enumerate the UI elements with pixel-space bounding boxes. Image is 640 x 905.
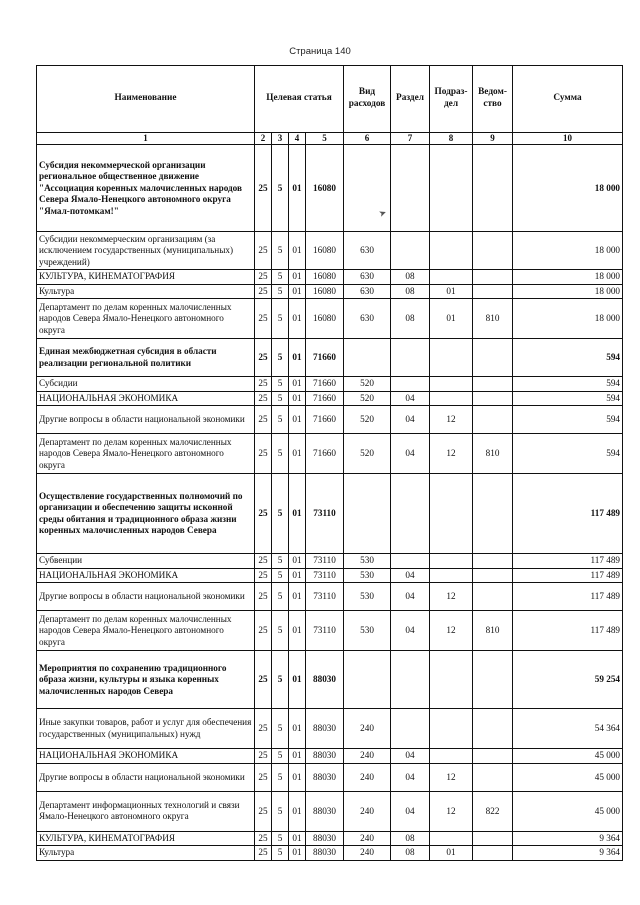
cell-sub: 01 — [430, 284, 473, 299]
cell-sub — [430, 377, 473, 392]
cell-d: 88030 — [306, 791, 344, 831]
cell-name: НАЦИОНАЛЬНАЯ ЭКОНОМИКА — [37, 391, 255, 406]
cell-name: Субсидии некоммерческим организациям (за исключением государственных (муниципальных) учреждений) — [37, 232, 255, 270]
colnum: 1 — [37, 133, 255, 145]
cell-a: 25 — [255, 406, 272, 434]
cell-d: 71660 — [306, 377, 344, 392]
cell-sec: 08 — [391, 270, 430, 285]
table-row — [37, 583, 623, 611]
cell-sec — [391, 651, 430, 709]
cell-a: 25 — [255, 434, 272, 474]
cell-b: 5 — [272, 709, 289, 749]
cell-name: Осуществление государственных полномочий по организации и обеспечению защиты исконной среды обитания и традиционного образа жизни коренных малочисленных народов Севера — [37, 474, 255, 554]
cell-a: 25 — [255, 474, 272, 554]
cell-sec: 04 — [391, 763, 430, 791]
cell-a: 25 — [255, 339, 272, 377]
colnum: 2 — [255, 133, 272, 145]
table-row — [37, 284, 623, 299]
cell-name: Департамент информационных технологий и связи Ямало-Ненецкого автономного округа — [37, 791, 255, 831]
cell-sub: 12 — [430, 791, 473, 831]
cell-b: 5 — [272, 377, 289, 392]
cell-b: 5 — [272, 406, 289, 434]
cell-b: 5 — [272, 434, 289, 474]
cell-sec: 04 — [391, 583, 430, 611]
cell-dept — [473, 554, 513, 569]
cell-dept — [473, 568, 513, 583]
budget-table — [36, 65, 623, 861]
cell-sub: 12 — [430, 406, 473, 434]
cell-name: Субсидии — [37, 377, 255, 392]
cell-sub — [430, 651, 473, 709]
cell-sub: 12 — [430, 763, 473, 791]
cell-c: 01 — [289, 434, 306, 474]
table-row — [37, 406, 623, 434]
cell-dept — [473, 406, 513, 434]
cell-a: 25 — [255, 568, 272, 583]
cell-b: 5 — [272, 299, 289, 339]
cell-dept — [473, 474, 513, 554]
cell-sec — [391, 145, 430, 232]
cell-name: КУЛЬТУРА, КИНЕМАТОГРАФИЯ — [37, 831, 255, 846]
cell-a: 25 — [255, 846, 272, 861]
column-numbers-row — [37, 133, 623, 145]
cell-sec — [391, 377, 430, 392]
table-row — [37, 554, 623, 569]
cell-sum: 594 — [513, 377, 623, 392]
cell-d: 16080 — [306, 145, 344, 232]
cell-name: Департамент по делам коренных малочисленных народов Севера Ямало-Ненецкого автономного округа — [37, 434, 255, 474]
cell-c: 01 — [289, 749, 306, 764]
cell-type: 530 — [344, 611, 391, 651]
cell-c: 01 — [289, 391, 306, 406]
table-row — [37, 145, 623, 232]
colnum: 9 — [473, 133, 513, 145]
cell-dept — [473, 232, 513, 270]
cell-name: Субвенции — [37, 554, 255, 569]
table-row — [37, 831, 623, 846]
cell-a: 25 — [255, 232, 272, 270]
cell-type: 630 — [344, 270, 391, 285]
cell-a: 25 — [255, 270, 272, 285]
cell-sum: 18 000 — [513, 284, 623, 299]
cell-d: 16080 — [306, 284, 344, 299]
cell-b: 5 — [272, 568, 289, 583]
cell-dept — [473, 270, 513, 285]
cell-type — [344, 651, 391, 709]
cell-dept — [473, 377, 513, 392]
cell-sub — [430, 145, 473, 232]
cell-sum: 117 489 — [513, 554, 623, 569]
scan-mark: ➤ — [377, 207, 388, 220]
cell-dept — [473, 709, 513, 749]
cell-c: 01 — [289, 709, 306, 749]
cell-c: 01 — [289, 846, 306, 861]
cell-b: 5 — [272, 554, 289, 569]
cell-b: 5 — [272, 791, 289, 831]
cell-type: 520 — [344, 377, 391, 392]
cell-name: Другие вопросы в области национальной экономики — [37, 583, 255, 611]
page-number: Страница 140 — [289, 46, 351, 57]
cell-type: 520 — [344, 406, 391, 434]
table-row — [37, 846, 623, 861]
table-row — [37, 568, 623, 583]
table-row — [37, 270, 623, 285]
cell-c: 01 — [289, 299, 306, 339]
cell-sub — [430, 749, 473, 764]
cell-b: 5 — [272, 763, 289, 791]
cell-name: КУЛЬТУРА, КИНЕМАТОГРАФИЯ — [37, 270, 255, 285]
cell-sub — [430, 709, 473, 749]
table-row — [37, 339, 623, 377]
cell-sub — [430, 339, 473, 377]
table-row — [37, 377, 623, 392]
cell-name: Субсидия некоммерческой организации региональное общественное движение "Ассоциация коренных малочисленных народов Севера Ямало-Ненецкого автономного округа "Ямал-потомкам!" — [37, 145, 255, 232]
cell-type: 630 — [344, 284, 391, 299]
cell-d: 71660 — [306, 434, 344, 474]
cell-dept — [473, 391, 513, 406]
cell-dept — [473, 846, 513, 861]
colnum: 3 — [272, 133, 289, 145]
cell-a: 25 — [255, 145, 272, 232]
cell-sum: 45 000 — [513, 763, 623, 791]
table-row — [37, 651, 623, 709]
colnum: 7 — [391, 133, 430, 145]
cell-dept: 822 — [473, 791, 513, 831]
cell-sum: 117 489 — [513, 568, 623, 583]
colnum: 6 — [344, 133, 391, 145]
cell-c: 01 — [289, 339, 306, 377]
cell-d: 73110 — [306, 611, 344, 651]
cell-c: 01 — [289, 377, 306, 392]
cell-c: 01 — [289, 232, 306, 270]
cell-b: 5 — [272, 474, 289, 554]
cell-c: 01 — [289, 611, 306, 651]
cell-sum: 45 000 — [513, 749, 623, 764]
cell-sum: 594 — [513, 391, 623, 406]
cell-dept: 810 — [473, 434, 513, 474]
header-row — [37, 66, 623, 133]
cell-d: 16080 — [306, 232, 344, 270]
cell-d: 88030 — [306, 763, 344, 791]
cell-name: НАЦИОНАЛЬНАЯ ЭКОНОМИКА — [37, 749, 255, 764]
cell-dept — [473, 763, 513, 791]
cell-b: 5 — [272, 391, 289, 406]
cell-dept — [473, 831, 513, 846]
cell-name: Другие вопросы в области национальной экономики — [37, 406, 255, 434]
cell-dept: 810 — [473, 611, 513, 651]
cell-sec: 04 — [391, 791, 430, 831]
cell-c: 01 — [289, 270, 306, 285]
cell-sec: 08 — [391, 846, 430, 861]
cell-dept — [473, 583, 513, 611]
cell-c: 01 — [289, 583, 306, 611]
cell-c: 01 — [289, 554, 306, 569]
cell-c: 01 — [289, 568, 306, 583]
colnum: 8 — [430, 133, 473, 145]
cell-c: 01 — [289, 651, 306, 709]
cell-d: 88030 — [306, 846, 344, 861]
col-header-dept: Ведом-ство — [473, 66, 513, 133]
cell-a: 25 — [255, 554, 272, 569]
table-row — [37, 709, 623, 749]
cell-sum: 117 489 — [513, 474, 623, 554]
cell-c: 01 — [289, 831, 306, 846]
cell-name: Другие вопросы в области национальной экономики — [37, 763, 255, 791]
cell-type: 530 — [344, 554, 391, 569]
cell-sec: 04 — [391, 391, 430, 406]
cell-sub: 01 — [430, 299, 473, 339]
cell-a: 25 — [255, 791, 272, 831]
cell-c: 01 — [289, 145, 306, 232]
cell-type: 240 — [344, 763, 391, 791]
cell-sub: 12 — [430, 434, 473, 474]
cell-sum: 18 000 — [513, 145, 623, 232]
cell-a: 25 — [255, 709, 272, 749]
cell-sub — [430, 554, 473, 569]
cell-sum: 45 000 — [513, 791, 623, 831]
col-header-target: Целевая статья — [255, 66, 344, 133]
cell-sub: 01 — [430, 846, 473, 861]
cell-b: 5 — [272, 270, 289, 285]
cell-c: 01 — [289, 406, 306, 434]
cell-dept — [473, 749, 513, 764]
cell-c: 01 — [289, 474, 306, 554]
cell-sum: 594 — [513, 434, 623, 474]
cell-type — [344, 145, 391, 232]
cell-sum: 18 000 — [513, 299, 623, 339]
cell-b: 5 — [272, 232, 289, 270]
cell-b: 5 — [272, 651, 289, 709]
cell-type: 240 — [344, 791, 391, 831]
cell-a: 25 — [255, 583, 272, 611]
cell-sec — [391, 232, 430, 270]
cell-type: 240 — [344, 846, 391, 861]
cell-a: 25 — [255, 749, 272, 764]
cell-sec: 04 — [391, 611, 430, 651]
cell-name: Культура — [37, 846, 255, 861]
table-row — [37, 299, 623, 339]
cell-a: 25 — [255, 299, 272, 339]
cell-d: 73110 — [306, 583, 344, 611]
cell-type: 240 — [344, 749, 391, 764]
cell-b: 5 — [272, 846, 289, 861]
table-row — [37, 611, 623, 651]
cell-a: 25 — [255, 377, 272, 392]
cell-c: 01 — [289, 763, 306, 791]
cell-d: 88030 — [306, 749, 344, 764]
colnum: 5 — [306, 133, 344, 145]
cell-sec: 08 — [391, 299, 430, 339]
cell-name: Единая межбюджетная субсидия в области реализации региональной политики — [37, 339, 255, 377]
cell-sub — [430, 270, 473, 285]
cell-sub — [430, 568, 473, 583]
cell-sec — [391, 474, 430, 554]
cell-b: 5 — [272, 749, 289, 764]
cell-name: Иные закупки товаров, работ и услуг для обеспечения государственных (муниципальных) нужд — [37, 709, 255, 749]
col-header-subsection: Подраз-дел — [430, 66, 473, 133]
cell-sum: 54 364 — [513, 709, 623, 749]
cell-d: 71660 — [306, 339, 344, 377]
col-header-type: Вид расходов — [344, 66, 391, 133]
table-row — [37, 749, 623, 764]
cell-type: 530 — [344, 583, 391, 611]
cell-name: Культура — [37, 284, 255, 299]
cell-type — [344, 339, 391, 377]
cell-name: Департамент по делам коренных малочисленных народов Севера Ямало-Ненецкого автономного округа — [37, 611, 255, 651]
cell-d: 71660 — [306, 406, 344, 434]
cell-sub — [430, 474, 473, 554]
cell-b: 5 — [272, 583, 289, 611]
cell-d: 73110 — [306, 568, 344, 583]
cell-sum: 9 364 — [513, 846, 623, 861]
cell-sec — [391, 554, 430, 569]
cell-b: 5 — [272, 339, 289, 377]
cell-sec: 08 — [391, 284, 430, 299]
cell-name: Мероприятия по сохранению традиционного образа жизни, культуры и языка коренных малочисленных народов Севера — [37, 651, 255, 709]
table-row — [37, 474, 623, 554]
cell-name: НАЦИОНАЛЬНАЯ ЭКОНОМИКА — [37, 568, 255, 583]
table-row — [37, 763, 623, 791]
cell-sec: 04 — [391, 406, 430, 434]
cell-d: 16080 — [306, 299, 344, 339]
table-row — [37, 232, 623, 270]
cell-sub: 12 — [430, 611, 473, 651]
cell-b: 5 — [272, 284, 289, 299]
cell-dept: 810 — [473, 299, 513, 339]
cell-type: 520 — [344, 391, 391, 406]
cell-type: 240 — [344, 709, 391, 749]
cell-sec — [391, 709, 430, 749]
cell-a: 25 — [255, 651, 272, 709]
cell-dept — [473, 339, 513, 377]
cell-a: 25 — [255, 391, 272, 406]
cell-sub — [430, 232, 473, 270]
cell-a: 25 — [255, 763, 272, 791]
cell-sub — [430, 831, 473, 846]
cell-c: 01 — [289, 284, 306, 299]
cell-d: 88030 — [306, 651, 344, 709]
cell-type: 240 — [344, 831, 391, 846]
cell-sec: 04 — [391, 749, 430, 764]
cell-sub — [430, 391, 473, 406]
cell-a: 25 — [255, 831, 272, 846]
col-header-sum: Сумма — [513, 66, 623, 133]
colnum: 10 — [513, 133, 623, 145]
cell-sum: 18 000 — [513, 232, 623, 270]
cell-b: 5 — [272, 611, 289, 651]
cell-sum: 117 489 — [513, 583, 623, 611]
cell-type: 520 — [344, 434, 391, 474]
cell-d: 88030 — [306, 831, 344, 846]
cell-sum: 18 000 — [513, 270, 623, 285]
cell-dept — [473, 284, 513, 299]
cell-c: 01 — [289, 791, 306, 831]
cell-sub: 12 — [430, 583, 473, 611]
cell-type: 530 — [344, 568, 391, 583]
cell-name: Департамент по делам коренных малочисленных народов Севера Ямало-Ненецкого автономного округа — [37, 299, 255, 339]
table-row — [37, 434, 623, 474]
cell-sec: 08 — [391, 831, 430, 846]
cell-sec: 04 — [391, 568, 430, 583]
col-header-name: Наименование — [37, 66, 255, 133]
cell-d: 73110 — [306, 474, 344, 554]
cell-a: 25 — [255, 611, 272, 651]
colnum: 4 — [289, 133, 306, 145]
cell-type: 630 — [344, 299, 391, 339]
cell-sum: 9 364 — [513, 831, 623, 846]
cell-sec: 04 — [391, 434, 430, 474]
cell-dept — [473, 145, 513, 232]
cell-sum: 117 489 — [513, 611, 623, 651]
cell-sum: 594 — [513, 406, 623, 434]
cell-sum: 59 254 — [513, 651, 623, 709]
cell-d: 71660 — [306, 391, 344, 406]
cell-dept — [473, 651, 513, 709]
cell-sum: 594 — [513, 339, 623, 377]
cell-type — [344, 474, 391, 554]
table-row — [37, 391, 623, 406]
cell-sec — [391, 339, 430, 377]
table-row — [37, 791, 623, 831]
cell-d: 88030 — [306, 709, 344, 749]
cell-d: 16080 — [306, 270, 344, 285]
cell-b: 5 — [272, 145, 289, 232]
col-header-section: Раздел — [391, 66, 430, 133]
cell-d: 73110 — [306, 554, 344, 569]
cell-type: 630 — [344, 232, 391, 270]
cell-b: 5 — [272, 831, 289, 846]
cell-a: 25 — [255, 284, 272, 299]
